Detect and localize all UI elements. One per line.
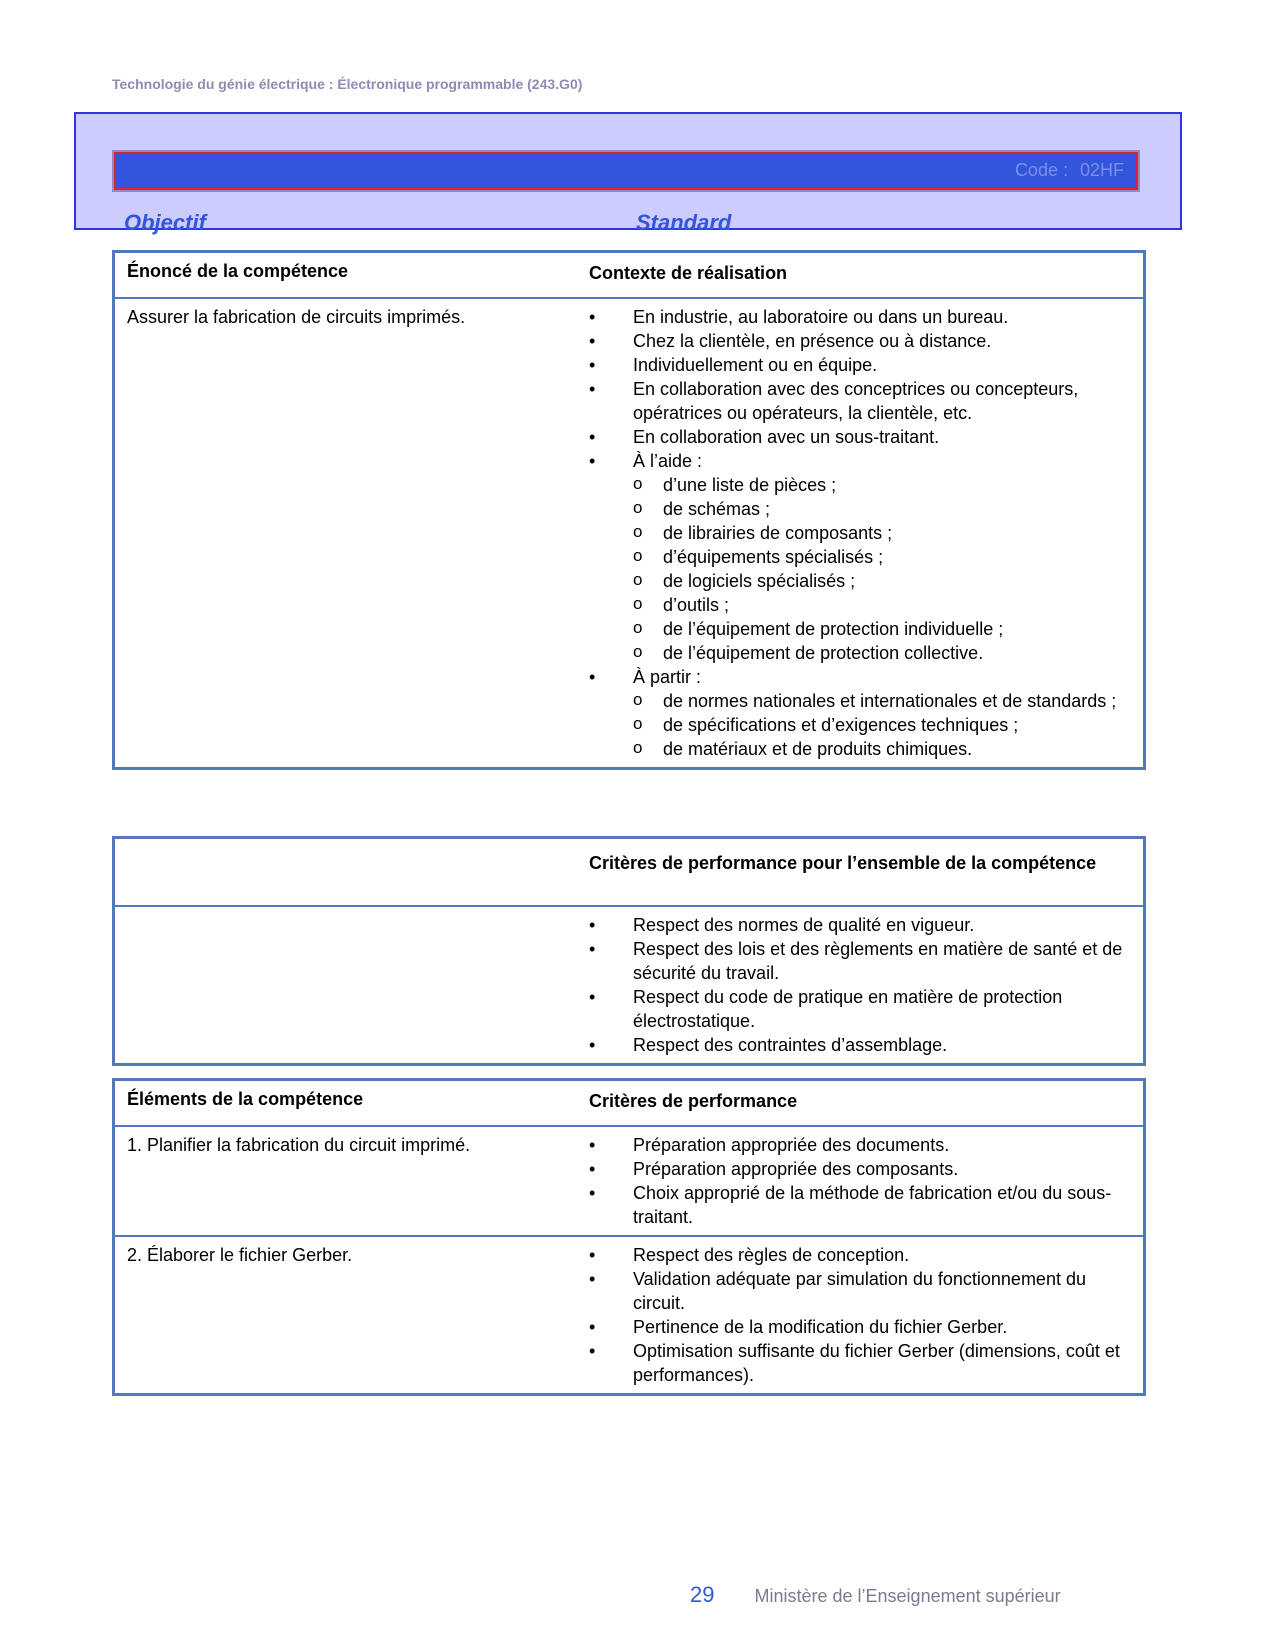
overall-criteria-table (112, 836, 1146, 1066)
context-subitem: o d’équipements spécialisés ; (633, 545, 1135, 569)
code-caption: Code : (1014, 160, 1068, 180)
context-sublist (633, 689, 1135, 761)
context-item: • En industrie, au laboratoire ou dans un bureau. (589, 305, 1135, 329)
elements-table (112, 1078, 1146, 1396)
title-bar (114, 152, 1138, 190)
running-head: Technologie du génie électrique : Électronique programmable (243.G0) (112, 76, 583, 92)
criterion-item: • Respect des lois et des règlements en matière de santé et de sécurité du travail. (589, 937, 1135, 985)
code-value: 02HF (1079, 160, 1124, 180)
criterion-item: • Respect du code de pratique en matière de protection électrostatique. (589, 985, 1135, 1033)
competency-header (74, 112, 1182, 235)
context-item: • À l’aide : o d’une liste de pièces ; o de schémas ; o de librairies de composants ; o d’équipements spécialisés ; o de logiciels spécialisés ; o d’outils ; o de l’équipement de protection individuelle ; o de l’équipement de protection collective. (589, 449, 1135, 665)
page-number: 29 (690, 1582, 715, 1607)
empty-cell (115, 907, 585, 1063)
context-item: • En collaboration avec un sous-traitant. (589, 425, 1135, 449)
element-criteria-list (589, 1243, 1135, 1387)
criterion-item: • Choix approprié de la méthode de fabrication et/ou du sous-traitant. (589, 1181, 1135, 1229)
code-label (1015, 160, 1124, 181)
context-subitem: o d’outils ; (633, 593, 1135, 617)
overall-criteria-list (589, 913, 1135, 1057)
context-header: Contexte de réalisation (589, 263, 788, 283)
statement-header: Énoncé de la compétence (127, 261, 349, 281)
ministry-name: Ministère de l’Enseignement supérieur (754, 1586, 1061, 1606)
context-subitem: o de librairies de composants ; (633, 521, 1135, 545)
context-item: • En collaboration avec des conceptrices ou concepteurs, opératrices ou opérateurs, la clientèle, etc. (589, 377, 1135, 425)
criterion-item: • Respect des normes de qualité en vigueur. (589, 913, 1135, 937)
competency-statement: Assurer la fabrication de circuits imprimés. (127, 307, 466, 327)
context-list (589, 305, 1135, 761)
criterion-item: • Préparation appropriée des documents. (589, 1133, 1135, 1157)
standard-title: Standard (636, 210, 732, 235)
context-subitem: o de schémas ; (633, 497, 1135, 521)
context-subitem: o de spécifications et d’exigences techniques ; (633, 713, 1135, 737)
element-row (115, 1235, 1143, 1393)
context-subitem: o de logiciels spécialisés ; (633, 569, 1135, 593)
context-subitem: o de matériaux et de produits chimiques. (633, 737, 1135, 761)
element-criteria-list (589, 1133, 1135, 1229)
context-subitem: o de l’équipement de protection individuelle ; (633, 617, 1135, 641)
context-subitem: o de normes nationales et internationales et de standards ; (633, 689, 1135, 713)
criterion-item: • Respect des contraintes d’assemblage. (589, 1033, 1135, 1057)
criterion-item: • Pertinence de la modification du fichier Gerber. (589, 1315, 1135, 1339)
competency-statement-table (112, 250, 1146, 770)
criterion-item: • Préparation appropriée des composants. (589, 1157, 1135, 1181)
criterion-item: • Respect des règles de conception. (589, 1243, 1135, 1267)
element-label: 2. Élaborer le fichier Gerber. (127, 1245, 353, 1265)
context-subitem: o d’une liste de pièces ; (633, 473, 1135, 497)
criterion-item: • Optimisation suffisante du fichier Gerber (dimensions, coût et performances). (589, 1339, 1135, 1387)
context-item: • Individuellement ou en équipe. (589, 353, 1135, 377)
criterion-item: • Validation adéquate par simulation du fonctionnement du circuit. (589, 1267, 1135, 1315)
objective-title: Objectif (124, 210, 206, 235)
page-footer (690, 1582, 1061, 1608)
overall-criteria-header: Critères de performance pour l’ensemble de la compétence (589, 853, 1097, 873)
element-row (115, 1125, 1143, 1235)
context-item: • Chez la clientèle, en présence ou à distance. (589, 329, 1135, 353)
empty-cell (115, 839, 585, 905)
context-item: • À partir : o de normes nationales et internationales et de standards ; o de spécifications et d’exigences techniques ; o de matériaux et de produits chimiques. (589, 665, 1135, 761)
element-label: 1. Planifier la fabrication du circuit imprimé. (127, 1135, 471, 1155)
elements-criteria-header: Critères de performance (589, 1091, 798, 1111)
context-sublist (633, 473, 1135, 665)
elements-header: Éléments de la compétence (127, 1089, 364, 1109)
context-subitem: o de l’équipement de protection collective. (633, 641, 1135, 665)
